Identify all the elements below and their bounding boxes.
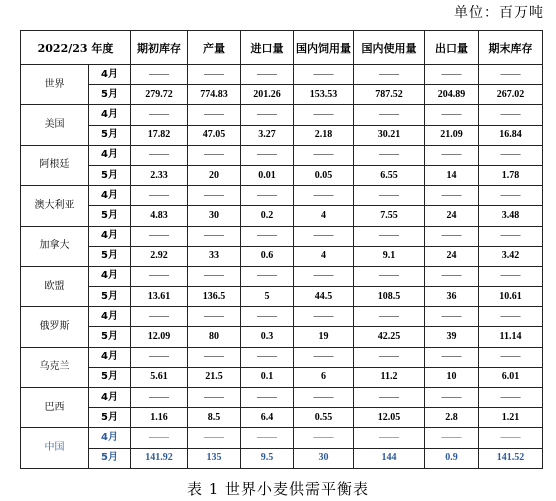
table-cell-dash: —— bbox=[425, 226, 479, 246]
table-cell: 12.09 bbox=[131, 327, 188, 347]
table-cell-dash: —— bbox=[241, 145, 294, 165]
table-cell: 6.01 bbox=[479, 367, 543, 387]
table-cell-dash: —— bbox=[294, 186, 354, 206]
table-cell: 13.61 bbox=[131, 287, 188, 307]
country-name: 澳大利亚 bbox=[21, 186, 89, 226]
table-cell: 44.5 bbox=[294, 287, 354, 307]
table-cell-dash: —— bbox=[294, 65, 354, 85]
table-cell: 0.1 bbox=[241, 367, 294, 387]
table-cell-dash: —— bbox=[188, 307, 241, 327]
table-cell: 136.5 bbox=[188, 287, 241, 307]
column-header: 出口量 bbox=[425, 31, 479, 65]
table-cell: 3.27 bbox=[241, 125, 294, 145]
table-cell: 6.4 bbox=[241, 408, 294, 428]
table-body bbox=[21, 65, 543, 469]
table-cell: 8.5 bbox=[188, 408, 241, 428]
country-name: 中国 bbox=[21, 428, 89, 468]
table-cell: 2.92 bbox=[131, 246, 188, 266]
table-row-april bbox=[21, 226, 543, 246]
table-cell-dash: —— bbox=[479, 266, 543, 286]
table-cell-dash: —— bbox=[241, 428, 294, 448]
month-label: 4月 bbox=[89, 105, 131, 125]
table-cell-dash: —— bbox=[188, 145, 241, 165]
table-cell-dash: —— bbox=[294, 428, 354, 448]
table-cell: 0.2 bbox=[241, 206, 294, 226]
table-cell-dash: —— bbox=[354, 145, 425, 165]
table-row-april bbox=[21, 388, 543, 408]
table-cell: 3.42 bbox=[479, 246, 543, 266]
month-label: 5月 bbox=[89, 287, 131, 307]
table-cell-dash: —— bbox=[241, 65, 294, 85]
table-cell-dash: —— bbox=[425, 388, 479, 408]
month-label: 5月 bbox=[89, 206, 131, 226]
table-row-april bbox=[21, 428, 543, 448]
table-row-april bbox=[21, 65, 543, 85]
column-header: 国内饲用量 bbox=[294, 31, 354, 65]
country-name: 欧盟 bbox=[21, 266, 89, 306]
table-cell: 3.48 bbox=[479, 206, 543, 226]
table-cell: 9.1 bbox=[354, 246, 425, 266]
table-cell: 204.89 bbox=[425, 85, 479, 105]
table-cell-dash: —— bbox=[131, 347, 188, 367]
table-cell: 19 bbox=[294, 327, 354, 347]
table-cell-dash: —— bbox=[188, 226, 241, 246]
season-header: 2022/23 年度 bbox=[21, 31, 131, 65]
table-cell: 267.02 bbox=[479, 85, 543, 105]
month-label: 4月 bbox=[89, 428, 131, 448]
table-cell-dash: —— bbox=[131, 226, 188, 246]
table-cell-dash: —— bbox=[354, 307, 425, 327]
table-row-may bbox=[21, 206, 543, 226]
table-cell: 24 bbox=[425, 206, 479, 226]
table-cell: 108.5 bbox=[354, 287, 425, 307]
month-label: 4月 bbox=[89, 307, 131, 327]
table-cell-dash: —— bbox=[425, 105, 479, 125]
table-cell-dash: —— bbox=[294, 347, 354, 367]
table-cell: 0.55 bbox=[294, 408, 354, 428]
table-row-april bbox=[21, 266, 543, 286]
table-cell-dash: —— bbox=[188, 388, 241, 408]
table-cell-dash: —— bbox=[241, 388, 294, 408]
table-cell: 2.18 bbox=[294, 125, 354, 145]
month-label: 4月 bbox=[89, 388, 131, 408]
table-cell-dash: —— bbox=[294, 307, 354, 327]
country-name: 巴西 bbox=[21, 388, 89, 428]
table-cell: 1.21 bbox=[479, 408, 543, 428]
table-cell: 5.61 bbox=[131, 367, 188, 387]
table-row-may bbox=[21, 448, 543, 468]
table-cell-dash: —— bbox=[479, 347, 543, 367]
table-cell: 11.14 bbox=[479, 327, 543, 347]
table-cell-dash: —— bbox=[294, 145, 354, 165]
table-cell: 20 bbox=[188, 165, 241, 185]
table-cell-dash: —— bbox=[354, 347, 425, 367]
table-cell: 39 bbox=[425, 327, 479, 347]
table-cell-dash: —— bbox=[131, 428, 188, 448]
table-cell: 4 bbox=[294, 246, 354, 266]
table-cell-dash: —— bbox=[425, 65, 479, 85]
table-cell: 6 bbox=[294, 367, 354, 387]
table-row-may bbox=[21, 125, 543, 145]
column-header: 进口量 bbox=[241, 31, 294, 65]
table-cell: 30.21 bbox=[354, 125, 425, 145]
table-cell: 42.25 bbox=[354, 327, 425, 347]
month-label: 5月 bbox=[89, 327, 131, 347]
column-header: 期末库存 bbox=[479, 31, 543, 65]
table-cell-dash: —— bbox=[241, 105, 294, 125]
table-cell-dash: —— bbox=[425, 307, 479, 327]
table-cell: 1.16 bbox=[131, 408, 188, 428]
table-cell: 787.52 bbox=[354, 85, 425, 105]
table-cell: 279.72 bbox=[131, 85, 188, 105]
table-cell-dash: —— bbox=[479, 105, 543, 125]
table-cell: 30 bbox=[188, 206, 241, 226]
table-cell: 21.09 bbox=[425, 125, 479, 145]
table-cell: 80 bbox=[188, 327, 241, 347]
table-cell: 12.05 bbox=[354, 408, 425, 428]
table-cell: 33 bbox=[188, 246, 241, 266]
table-row-april bbox=[21, 347, 543, 367]
table-cell-dash: —— bbox=[354, 388, 425, 408]
table-cell: 10.61 bbox=[479, 287, 543, 307]
table-cell: 135 bbox=[188, 448, 241, 468]
month-label: 5月 bbox=[89, 246, 131, 266]
table-cell: 6.55 bbox=[354, 165, 425, 185]
table-cell: 141.92 bbox=[131, 448, 188, 468]
month-label: 4月 bbox=[89, 65, 131, 85]
table-row-may bbox=[21, 367, 543, 387]
table-cell: 0.3 bbox=[241, 327, 294, 347]
month-label: 4月 bbox=[89, 347, 131, 367]
table-cell: 30 bbox=[294, 448, 354, 468]
table-cell: 144 bbox=[354, 448, 425, 468]
table-row-april bbox=[21, 186, 543, 206]
month-label: 5月 bbox=[89, 85, 131, 105]
table-cell: 36 bbox=[425, 287, 479, 307]
table-cell-dash: —— bbox=[294, 266, 354, 286]
table-row-april bbox=[21, 307, 543, 327]
table-cell-dash: —— bbox=[425, 428, 479, 448]
table-cell: 141.52 bbox=[479, 448, 543, 468]
table-cell-dash: —— bbox=[188, 105, 241, 125]
table-row-may bbox=[21, 327, 543, 347]
table-cell-dash: —— bbox=[479, 388, 543, 408]
table-row-april bbox=[21, 105, 543, 125]
table-cell-dash: —— bbox=[425, 145, 479, 165]
table-cell-dash: —— bbox=[425, 266, 479, 286]
table-caption: 表 1 世界小麦供需平衡表 bbox=[186, 480, 370, 498]
country-name: 俄罗斯 bbox=[21, 307, 89, 347]
unit-label: 单位：百万吨 bbox=[454, 5, 544, 21]
table-cell: 153.53 bbox=[294, 85, 354, 105]
table-cell-dash: —— bbox=[131, 65, 188, 85]
table-row-april bbox=[21, 145, 543, 165]
table-cell-dash: —— bbox=[241, 266, 294, 286]
table-cell-dash: —— bbox=[479, 307, 543, 327]
header-row bbox=[21, 31, 543, 65]
table-cell-dash: —— bbox=[425, 347, 479, 367]
column-header: 期初库存 bbox=[131, 31, 188, 65]
table-cell-dash: —— bbox=[131, 145, 188, 165]
table-cell: 0.6 bbox=[241, 246, 294, 266]
table-cell: 4.83 bbox=[131, 206, 188, 226]
country-name: 阿根廷 bbox=[21, 145, 89, 185]
country-name: 乌克兰 bbox=[21, 347, 89, 387]
month-label: 5月 bbox=[89, 367, 131, 387]
table-cell: 0.9 bbox=[425, 448, 479, 468]
month-label: 5月 bbox=[89, 448, 131, 468]
table-cell: 9.5 bbox=[241, 448, 294, 468]
table-cell: 10 bbox=[425, 367, 479, 387]
table-cell: 4 bbox=[294, 206, 354, 226]
table-cell: 7.55 bbox=[354, 206, 425, 226]
table-cell-dash: —— bbox=[479, 145, 543, 165]
table-cell: 2.8 bbox=[425, 408, 479, 428]
column-header: 产量 bbox=[188, 31, 241, 65]
table-cell-dash: —— bbox=[479, 186, 543, 206]
month-label: 5月 bbox=[89, 125, 131, 145]
table-cell: 11.2 bbox=[354, 367, 425, 387]
month-label: 4月 bbox=[89, 186, 131, 206]
table-cell-dash: —— bbox=[188, 428, 241, 448]
table-row-may bbox=[21, 165, 543, 185]
table-row-may bbox=[21, 408, 543, 428]
table-cell-dash: —— bbox=[294, 388, 354, 408]
table-cell-dash: —— bbox=[294, 105, 354, 125]
table-cell-dash: —— bbox=[425, 186, 479, 206]
table-cell: 5 bbox=[241, 287, 294, 307]
table-cell: 47.05 bbox=[188, 125, 241, 145]
table-cell-dash: —— bbox=[131, 266, 188, 286]
table-cell-dash: —— bbox=[131, 105, 188, 125]
table-row-may bbox=[21, 246, 543, 266]
month-label: 4月 bbox=[89, 226, 131, 246]
month-label: 5月 bbox=[89, 408, 131, 428]
column-header: 国内使用量 bbox=[354, 31, 425, 65]
country-name: 加拿大 bbox=[21, 226, 89, 266]
table-cell-dash: —— bbox=[479, 65, 543, 85]
table-cell-dash: —— bbox=[188, 266, 241, 286]
table-cell-dash: —— bbox=[354, 266, 425, 286]
table-cell: 14 bbox=[425, 165, 479, 185]
table-cell: 17.82 bbox=[131, 125, 188, 145]
table-cell-dash: —— bbox=[354, 186, 425, 206]
table-cell-dash: —— bbox=[188, 347, 241, 367]
month-label: 4月 bbox=[89, 145, 131, 165]
table-cell-dash: —— bbox=[294, 226, 354, 246]
table-cell-dash: —— bbox=[241, 307, 294, 327]
table-cell-dash: —— bbox=[131, 186, 188, 206]
table-cell: 2.33 bbox=[131, 165, 188, 185]
table-row-may bbox=[21, 287, 543, 307]
table-cell-dash: —— bbox=[188, 186, 241, 206]
table-cell: 21.5 bbox=[188, 367, 241, 387]
table-cell: 201.26 bbox=[241, 85, 294, 105]
table-cell-dash: —— bbox=[241, 226, 294, 246]
table-cell: 24 bbox=[425, 246, 479, 266]
table-cell-dash: —— bbox=[354, 105, 425, 125]
table-cell: 0.01 bbox=[241, 165, 294, 185]
table-cell-dash: —— bbox=[354, 226, 425, 246]
table-cell: 0.05 bbox=[294, 165, 354, 185]
month-label: 5月 bbox=[89, 165, 131, 185]
table-cell-dash: —— bbox=[188, 65, 241, 85]
table-cell-dash: —— bbox=[479, 428, 543, 448]
table-cell-dash: —— bbox=[354, 65, 425, 85]
table-row-may bbox=[21, 85, 543, 105]
table-cell-dash: —— bbox=[241, 186, 294, 206]
month-label: 4月 bbox=[89, 266, 131, 286]
table-cell: 1.78 bbox=[479, 165, 543, 185]
wheat-balance-table bbox=[20, 30, 543, 469]
table-cell-dash: —— bbox=[131, 307, 188, 327]
country-name: 美国 bbox=[21, 105, 89, 145]
table-cell-dash: —— bbox=[131, 388, 188, 408]
table-cell-dash: —— bbox=[479, 226, 543, 246]
table-cell: 774.83 bbox=[188, 85, 241, 105]
country-name: 世界 bbox=[21, 65, 89, 105]
table-cell-dash: —— bbox=[354, 428, 425, 448]
table-cell: 16.84 bbox=[479, 125, 543, 145]
table-cell-dash: —— bbox=[241, 347, 294, 367]
